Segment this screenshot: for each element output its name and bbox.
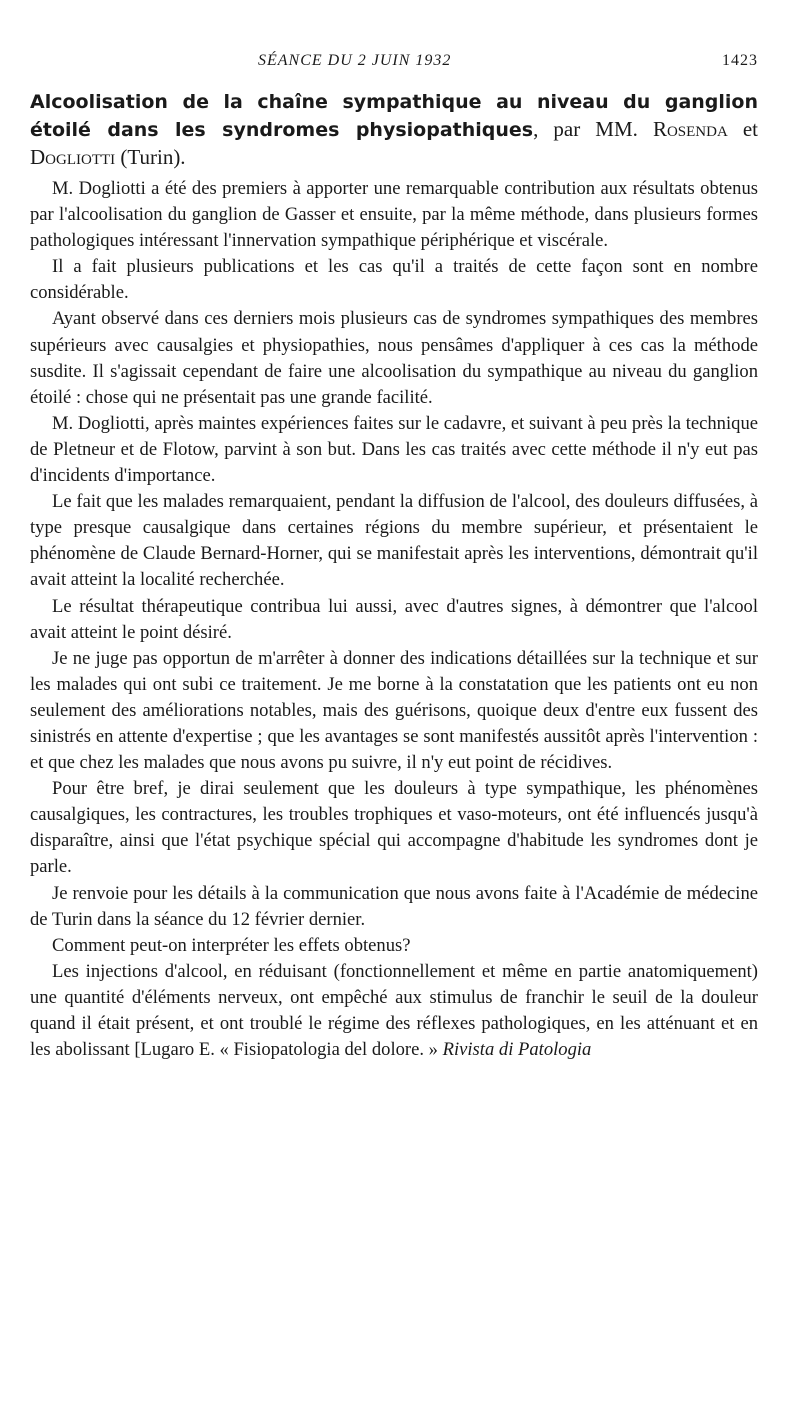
author-1: Rosenda xyxy=(652,117,728,141)
paragraph: Je ne juge pas opportun de m'arrêter à donner des indications détaillées sur la technique et sur les malades qui ont subi ce traitement. Je me borne à la constatation que les patients ont eu non seulement des améliorations notables, mais des guérisons, quoique deux d'entre eux fussent des sinistrés en attente d'expertise ; que les avantages se sont manifestés aussitôt après l'intervention : et que chez les malades que nous avons pu suivre, il n'y eut point de récidives. xyxy=(30,647,758,774)
running-head xyxy=(30,52,758,74)
article-title-rest: , par MM. xyxy=(533,117,653,141)
article-body xyxy=(30,176,758,1063)
article-title-bold: Alcoolisation de la chaîne sympathique au niveau du ganglion étoilé dans les syndromes physiopathiques xyxy=(30,91,758,141)
running-title: SÉANCE DU 2 JUIN 1932 xyxy=(258,52,452,69)
author-2: Dogliotti xyxy=(30,145,116,169)
author-and: et xyxy=(727,117,758,141)
paragraph: Le résultat thérapeutique contribua lui aussi, avec d'autres signes, à démontrer que l'alcool avait atteint le point désiré. xyxy=(30,595,758,643)
paragraph-last-text: Les injections d'alcool, en réduisant (fonctionnellement et même en partie anatomiquement) une quantité d'éléments nerveux, ont empêché aux stimulus de franchir le seuil de la douleur quand il était présent, et ont troublé le régime des réflexes pathologiques, en les atténuant et en les abolissant [Lugaro E. « Fisiopatologia del dolore. » xyxy=(30,960,758,1061)
paragraph: Le fait que les malades remarquaient, pendant la diffusion de l'alcool, des douleurs diffusées, à type presque causalgique dans certaines régions du membre supérieur, et présentaient le phénomène de Claude Bernard-Horner, qui se manifestait après les interventions, démontrait qu'il avait atteint la localité recherchée. xyxy=(30,491,758,591)
paragraph: Je renvoie pour les détails à la communication que nous avons faite à l'Académie de médecine de Turin dans la séance du 12 février dernier. xyxy=(30,882,758,930)
page-number: 1423 xyxy=(722,52,758,69)
paragraph-last xyxy=(30,959,758,1063)
paragraph: Comment peut-on interpréter les effets obtenus? xyxy=(52,934,411,956)
author-affiliation: (Turin). xyxy=(115,145,186,169)
journal-title: Rivista di Patologia xyxy=(442,1039,592,1061)
paragraph: Ayant observé dans ces derniers mois plusieurs cas de syndromes sympathiques des membres supérieurs avec causalgies et physiopathies, nous pensâmes d'appliquer à ces cas la méthode susdite. Il s'agissait cependant de faire une alcoolisation du sympathique au niveau du ganglion étoilé : chose qui ne présentait pas une grande facilité. xyxy=(30,308,758,408)
paragraph: Il a fait plusieurs publications et les cas qu'il a traités de cette façon sont en nombre considérable. xyxy=(30,256,758,304)
paragraph: Pour être bref, je dirai seulement que les douleurs à type sympathique, les phénomènes causalgiques, les contractures, les troubles trophiques et vaso-moteurs, ont été influencés jusqu'à disparaître, ainsi que l'état psychique spécial qui accompagne d'habitude les syndromes dont je parle. xyxy=(30,778,758,878)
document-page xyxy=(30,0,758,1423)
article-title xyxy=(30,88,758,171)
paragraph: M. Dogliotti a été des premiers à apporter une remarquable contribution aux résultats obtenus par l'alcoolisation du ganglion de Gasser et ensuite, par la même méthode, dans plusieurs formes pathologiques intéressant l'innervation sympathique périphérique et viscérale. xyxy=(30,178,758,252)
paragraph: M. Dogliotti, après maintes expériences faites sur le cadavre, et suivant à peu près la technique de Pletneur et de Flotow, parvint à son but. Dans les cas traités avec cette méthode il n'y eut pas d'incidents d'importance. xyxy=(30,412,758,487)
